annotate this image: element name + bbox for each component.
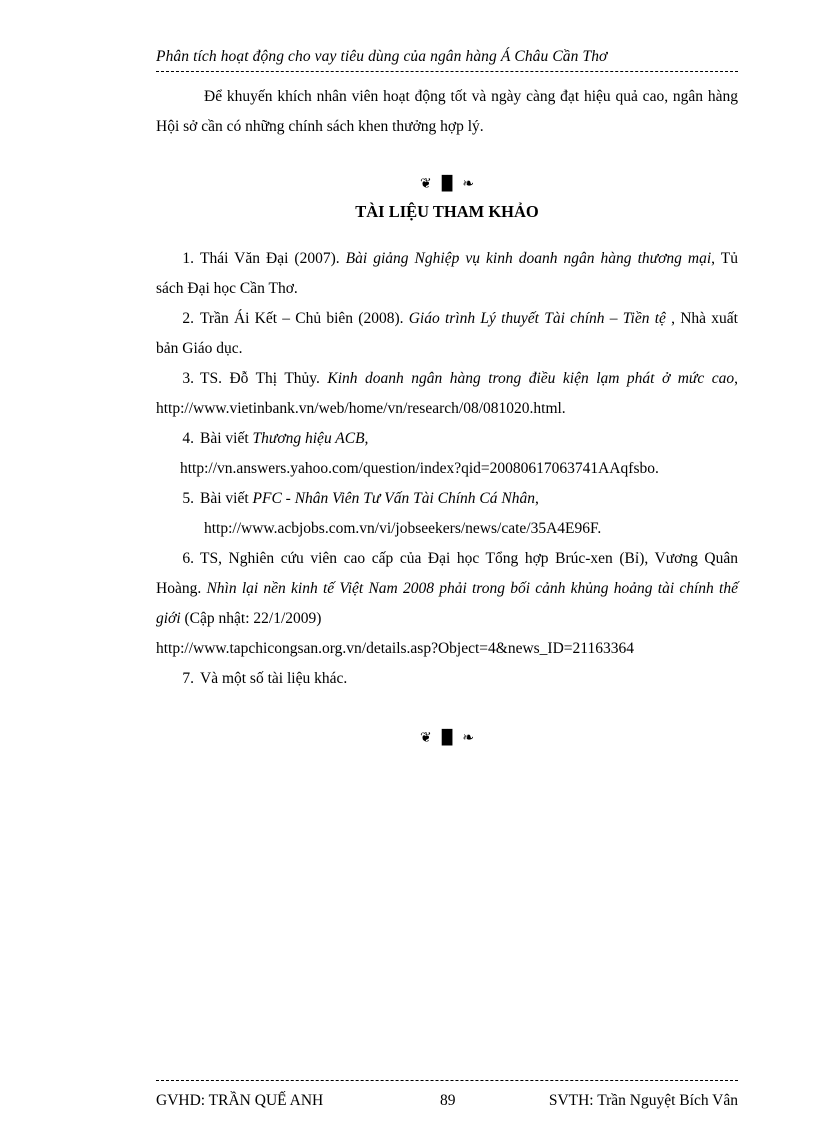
ornament-top: ❦ ▐▌ ❧: [420, 176, 474, 192]
intro-paragraph: [156, 82, 738, 142]
reference-item-3: 3. TS. Đỗ Thị Thủy. Kinh doanh ngân hàng trong điều kiện lạm phát ở mức cao, http://www.vietinbank.vn/web/home/vn/research/08/081020.html.: [156, 370, 738, 417]
running-header: Phân tích hoạt động cho vay tiêu dùng của ngân hàng Á Châu Cần Thơ: [156, 48, 608, 65]
reference-item-4: 4. Bài viết Thương hiệu ACB,: [182, 430, 369, 447]
header-divider: [156, 71, 738, 72]
reference-item-2: 2. Trần Ái Kết – Chủ biên (2008). Giáo trình Lý thuyết Tài chính – Tiền tệ , Nhà xuất bản Giáo dục.: [156, 310, 738, 357]
reference-list: [156, 244, 738, 694]
intro-text: Để khuyến khích nhân viên hoạt động tốt và ngày càng đạt hiệu quả cao, ngân hàng Hội sở cần có những chính sách khen thưởng hợp lý.: [156, 88, 738, 135]
footer-divider: [156, 1080, 738, 1081]
reference-item-7: 7. Và một số tài liệu khác.: [182, 670, 348, 687]
footer-advisor: GVHD: TRẦN QUẾ ANH: [156, 1092, 324, 1109]
reference-link-6[interactable]: http://www.tapchicongsan.org.vn/details.asp?Object=4&news_ID=21163364: [156, 640, 634, 657]
ornament-bottom: ❦ ▐▌ ❧: [420, 730, 474, 746]
reference-link-5[interactable]: http://www.acbjobs.com.vn/vi/jobseekers/news/cate/35A4E96F.: [204, 520, 602, 537]
reference-item-5: 5. Bài viết PFC - Nhân Viên Tư Vấn Tài Chính Cá Nhân,: [182, 490, 539, 507]
footer-student: SVTH: Trần Nguyệt Bích Vân: [548, 1092, 738, 1109]
reference-item-6: 6. TS, Nghiên cứu viên cao cấp của Đại học Tổng hợp Brúc-xen (Bỉ), Vương Quân Hoàng. Nhìn lại nền kinh tế Việt Nam 2008 phải trong bối cảnh khủng hoảng tài chính thế giới (Cập nhật: 22/1/2009): [156, 550, 738, 627]
reference-link-4[interactable]: http://vn.answers.yahoo.com/question/index?qid=20080617063741AAqfsbo.: [180, 460, 659, 477]
reference-item-1: 1. Thái Văn Đại (2007). Bài giảng Nghiệp vụ kinh doanh ngân hàng thương mại, Tủ sách Đại học Cần Thơ.: [156, 250, 738, 297]
page-number: 89: [440, 1092, 456, 1109]
section-title: TÀI LIỆU THAM KHẢO: [355, 202, 539, 221]
